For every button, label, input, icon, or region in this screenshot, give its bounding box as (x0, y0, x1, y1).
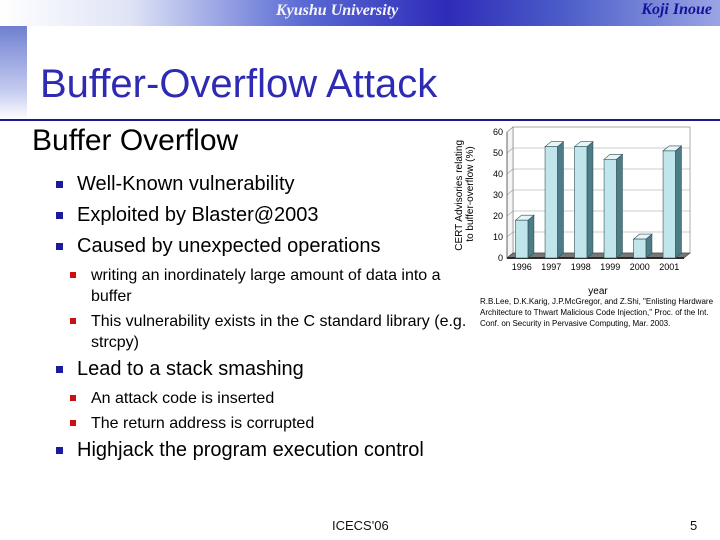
y-tick-label: 0 (497, 253, 503, 263)
chart-area (450, 126, 720, 306)
university-label: Kyushu University (276, 2, 399, 19)
title-divider (0, 119, 720, 121)
bullet-item: Exploited by Blaster@2003 (56, 203, 476, 228)
y-tick-label: 30 (492, 190, 503, 200)
bar-side (557, 142, 563, 258)
footer-conference: ICECS'06 (332, 518, 389, 533)
x-tick-label: 1997 (541, 262, 562, 272)
bar (634, 239, 646, 258)
bar (604, 159, 616, 258)
y-axis-label (454, 137, 476, 251)
y-tick-label: 10 (492, 232, 503, 242)
sub-bullet-item: This vulnerability exists in the C standard library (e.g. strcpy) (70, 311, 476, 353)
bullet-item: Lead to a stack smashing (56, 357, 476, 382)
slide-subtitle: Buffer Overflow (32, 124, 239, 157)
x-axis-label: year (588, 286, 608, 297)
y-tick-label: 50 (492, 148, 503, 158)
y-tick-label: 20 (492, 211, 503, 221)
bullet-list (56, 172, 476, 469)
reference-citation: R.B.Lee, D.K.Karig, J.P.McGregor, and Z.Shi, "Enlisting Hardware Architecture to Thwart Malicious Code Injection," Proc. of the Int. Conf. on Security in Pervasive Computing, Mar. 2003. (480, 297, 714, 328)
top-banner (0, 0, 720, 26)
bar-side (587, 142, 593, 258)
left-decor-strip (0, 26, 27, 120)
bar (575, 147, 587, 258)
bar-side (675, 146, 681, 258)
sub-bullet-item: writing an inordinately large amount of data into a buffer (70, 265, 476, 307)
bullet-item: Caused by unexpected operations (56, 234, 476, 259)
x-tick-label: 2001 (659, 262, 680, 272)
x-tick-label: 1996 (511, 262, 532, 272)
author-label: Koji Inoue (641, 1, 712, 18)
slide-title: Buffer-Overflow Attack (40, 62, 438, 106)
y-tick-label: 40 (492, 169, 503, 179)
bar-side (528, 215, 534, 258)
bar-side (616, 154, 622, 258)
sub-bullet-item: The return address is corrupted (70, 413, 476, 434)
bar-chart (450, 126, 720, 306)
y-axis-label-line: CERT Advisories relating (454, 139, 465, 251)
bar (516, 220, 528, 258)
page-number: 5 (690, 518, 698, 533)
bullet-item: Well-Known vulnerability (56, 172, 476, 197)
y-axis-label-line: to buffer-overflow (%) (465, 146, 476, 242)
x-tick-label: 2000 (629, 262, 650, 272)
y-tick-label: 60 (492, 127, 503, 137)
bar (545, 147, 557, 258)
sub-bullet-item: An attack code is inserted (70, 388, 476, 409)
bullet-item: Highjack the program execution control (56, 438, 476, 463)
x-tick-label: 1999 (600, 262, 621, 272)
bar (663, 151, 675, 258)
x-tick-label: 1998 (570, 262, 591, 272)
